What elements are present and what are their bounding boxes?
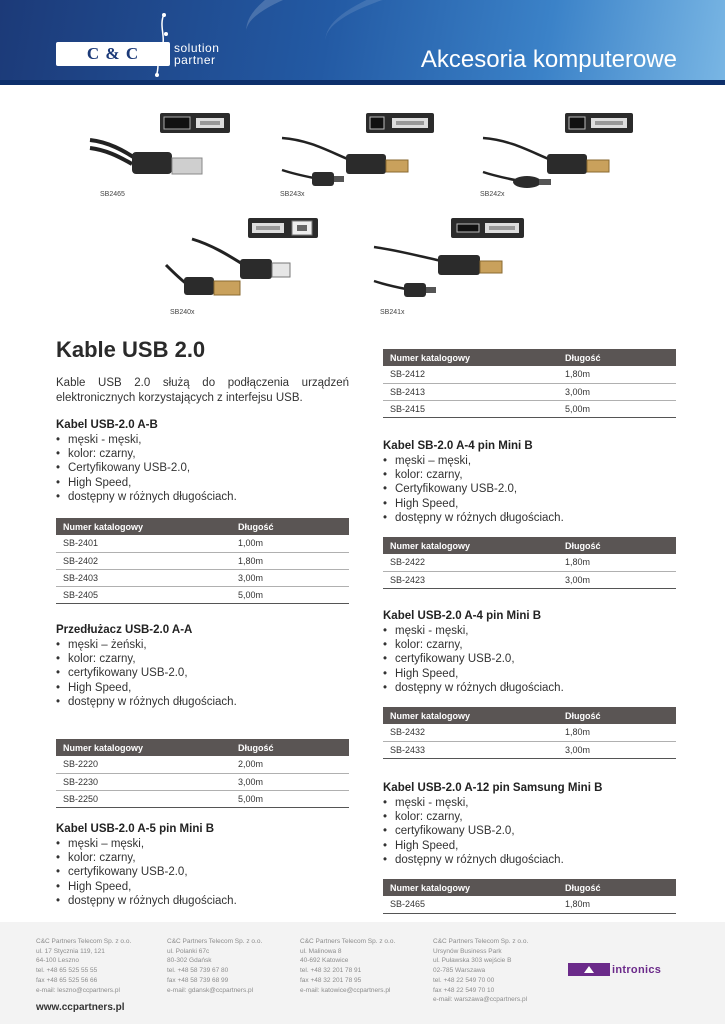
- footer-email[interactable]: e-mail: gdansk@ccpartners.pl: [167, 986, 254, 994]
- column-header: Numer katalogowy: [56, 518, 231, 535]
- feature-item: • męski - męski,: [383, 796, 564, 810]
- catalog-number: SB-2401: [56, 535, 231, 552]
- section-title: Kabel USB-2.0 A-4 pin Mini B: [383, 610, 542, 622]
- page-header: [0, 0, 725, 85]
- footer-line: 80-302 Gdańsk: [167, 957, 212, 965]
- column-header: Długość: [558, 349, 676, 366]
- catalog-number: SB-2422: [383, 554, 558, 571]
- section-title: Kabel USB-2.0 A-5 pin Mini B: [56, 823, 215, 835]
- footer-line: Ursynów Business Park: [433, 947, 502, 955]
- length: 3,00m: [231, 569, 349, 586]
- feature-item: • Certyfikowany USB-2.0,: [383, 482, 564, 496]
- table-row: [56, 586, 349, 603]
- connector-thumbnail: [451, 218, 524, 238]
- catalog-table: [383, 537, 676, 589]
- footer-line: C&C Partners Telecom Sp. z o.o.: [36, 938, 132, 945]
- feature-item: • męski – męski,: [383, 454, 564, 468]
- logo-tagline-line: solution: [174, 41, 220, 55]
- catalog-number: SB-2403: [56, 569, 231, 586]
- feature-list: [56, 638, 237, 709]
- feature-item: • High Speed,: [56, 476, 237, 490]
- footer-line: ul. Polanki 67c: [167, 947, 210, 955]
- table-header-row: [383, 537, 676, 554]
- length: 5,00m: [558, 400, 676, 417]
- table-row: [383, 741, 676, 758]
- catalog-number: SB-2250: [56, 790, 231, 807]
- footer-line: 64-100 Leszno: [36, 957, 80, 965]
- section-title: Przedłużacz USB-2.0 A-A: [56, 624, 193, 636]
- footer-address-gdansk: [167, 937, 262, 995]
- feature-item: • High Speed,: [56, 681, 237, 695]
- footer-line: 40-692 Katowice: [300, 957, 349, 965]
- column-header: Długość: [558, 879, 676, 896]
- length: 1,80m: [558, 366, 676, 383]
- feature-item: • kolor: czarny,: [383, 810, 564, 824]
- footer-line: tel. +48 32 201 78 91: [300, 967, 362, 975]
- product-code: SB243x: [280, 191, 305, 198]
- feature-item: • dostępny w różnych długościach.: [383, 853, 564, 867]
- column-header: Numer katalogowy: [383, 349, 558, 366]
- table-row: [383, 400, 676, 417]
- table-row: [383, 896, 676, 913]
- feature-item: • dostępny w różnych długościach.: [56, 894, 237, 908]
- table-row: [383, 724, 676, 741]
- footer-line: fax +48 58 739 68 99: [167, 976, 229, 984]
- connector-thumbnail: [248, 218, 318, 238]
- footer-email[interactable]: e-mail: warszawa@ccpartners.pl: [433, 996, 528, 1004]
- feature-item: • kolor: czarny,: [383, 638, 564, 652]
- partner-logo: [568, 963, 661, 976]
- header-stripe: [0, 80, 725, 85]
- column-header: Długość: [558, 707, 676, 724]
- usb-mini-b-cable-icon: [280, 132, 412, 194]
- column-header: Długość: [231, 739, 349, 756]
- section-title: Kabel USB-2.0 A-B: [56, 419, 158, 431]
- footer-email[interactable]: e-mail: leszno@ccpartners.pl: [36, 986, 120, 994]
- footer-line: fax +48 65 525 56 66: [36, 976, 98, 984]
- website-link[interactable]: www.ccpartners.pl: [36, 1002, 125, 1013]
- catalog-number: SB-2230: [56, 773, 231, 790]
- footer-line: C&C Partners Telecom Sp. z o.o.: [167, 938, 263, 945]
- length: 1,80m: [558, 724, 676, 741]
- table-row: [383, 554, 676, 571]
- catalog-number: SB-2432: [383, 724, 558, 741]
- column-header: Długość: [558, 537, 676, 554]
- connector-thumbnail: [160, 113, 230, 133]
- section-title: Kabel USB-2.0 A-12 pin Samsung Mini B: [383, 782, 603, 794]
- page-title: Kable USB 2.0: [56, 337, 206, 362]
- footer-line: ul. Puławska 303 wejście B: [433, 957, 512, 965]
- feature-list: [383, 454, 564, 525]
- feature-list: [383, 796, 564, 867]
- footer-line: tel. +48 22 549 70 00: [433, 976, 495, 984]
- feature-item: • męski – żeński,: [56, 638, 237, 652]
- feature-item: • kolor: czarny,: [56, 447, 237, 461]
- catalog-table: [383, 349, 676, 418]
- table-row: [56, 790, 349, 807]
- footer-line: ul. 17 Stycznia 119, 121: [36, 947, 105, 955]
- catalog-number: SB-2220: [56, 756, 231, 773]
- footer-email[interactable]: e-mail: katowice@ccpartners.pl: [300, 986, 391, 994]
- feature-item: • High Speed,: [383, 497, 564, 511]
- length: 3,00m: [558, 383, 676, 400]
- length: 3,00m: [231, 773, 349, 790]
- feature-item: • certyfikowany USB-2.0,: [56, 865, 237, 879]
- feature-item: • High Speed,: [383, 839, 564, 853]
- feature-list: [56, 837, 237, 908]
- length: 1,00m: [231, 535, 349, 552]
- footer-address-katowice: [300, 937, 395, 995]
- catalog-number: SB-2423: [383, 571, 558, 588]
- feature-item: • kolor: czarny,: [383, 468, 564, 482]
- catalog-number: SB-2402: [56, 552, 231, 569]
- length: 3,00m: [558, 741, 676, 758]
- catalog-number: SB-2405: [56, 586, 231, 603]
- table-row: [56, 569, 349, 586]
- catalog-number: SB-2465: [383, 896, 558, 913]
- column-header: Numer katalogowy: [383, 879, 558, 896]
- usb-a-b-cable-icon: [162, 237, 297, 307]
- logo-text: C & C: [86, 44, 140, 63]
- table-row: [383, 383, 676, 400]
- length: 1,80m: [558, 554, 676, 571]
- table-header-row: [383, 707, 676, 724]
- column-header: Numer katalogowy: [383, 537, 558, 554]
- table-row: [56, 552, 349, 569]
- catalog-table: [56, 518, 349, 604]
- column-header: Numer katalogowy: [383, 707, 558, 724]
- connector-thumbnail: [565, 113, 633, 133]
- length: 5,00m: [231, 586, 349, 603]
- feature-item: • dostępny w różnych długościach.: [383, 681, 564, 695]
- logo-tagline: [174, 42, 219, 66]
- feature-item: • kolor: czarny,: [56, 652, 237, 666]
- product-code: SB2465: [100, 191, 125, 198]
- logo-circuit-icon: [150, 12, 174, 78]
- footer-line: tel. +48 58 739 67 80: [167, 967, 229, 975]
- feature-item: • High Speed,: [56, 880, 237, 894]
- feature-item: • certyfikowany USB-2.0,: [383, 652, 564, 666]
- catalog-number: SB-2415: [383, 400, 558, 417]
- length: 2,00m: [231, 756, 349, 773]
- partner-logo-text: intronics: [612, 963, 662, 976]
- feature-item: • męski - męski,: [383, 624, 564, 638]
- length: 1,80m: [558, 896, 676, 913]
- table-header-row: [383, 879, 676, 896]
- length: 3,00m: [558, 571, 676, 588]
- table-row: [383, 366, 676, 383]
- usb-mini-b-4pin-cable-icon: [481, 132, 613, 194]
- feature-item: • kolor: czarny,: [56, 851, 237, 865]
- product-code: SB240x: [170, 309, 195, 316]
- table-header-row: [56, 739, 349, 756]
- feature-item: • dostępny w różnych długościach.: [383, 511, 564, 525]
- table-row: [56, 773, 349, 790]
- product-code: SB242x: [480, 191, 505, 198]
- intronics-logo-icon: [568, 963, 610, 976]
- footer-line: 02-785 Warszawa: [433, 967, 486, 975]
- feature-item: • High Speed,: [383, 667, 564, 681]
- logo-tagline-line: partner: [174, 53, 216, 67]
- feature-item: • męski - męski,: [56, 433, 237, 447]
- section-title: Kabel SB-2.0 A-4 pin Mini B: [383, 440, 533, 452]
- feature-item: • męski – męski,: [56, 837, 237, 851]
- table-header-row: [383, 349, 676, 366]
- column-header: Numer katalogowy: [56, 739, 231, 756]
- column-header: Długość: [231, 518, 349, 535]
- footer-line: C&C Partners Telecom Sp. z o.o.: [300, 938, 396, 945]
- feature-list: [383, 624, 564, 695]
- product-code: SB241x: [380, 309, 405, 316]
- catalog-number: SB-2412: [383, 366, 558, 383]
- footer-line: ul. Malinowa 8: [300, 947, 342, 955]
- catalog-number: SB-2413: [383, 383, 558, 400]
- table-row: [56, 535, 349, 552]
- catalog-table: [383, 879, 676, 914]
- length: 1,80m: [231, 552, 349, 569]
- table-row: [383, 571, 676, 588]
- catalog-table: [383, 707, 676, 759]
- footer-line: C&C Partners Telecom Sp. z o.o.: [433, 938, 529, 945]
- catalog-table: [56, 739, 349, 808]
- feature-item: • certyfikowany USB-2.0,: [383, 824, 564, 838]
- intro-paragraph: Kable USB 2.0 służą do podłączenia urządzeń elektronicznych korzystających z interfejsu USB.: [56, 377, 349, 404]
- catalog-number: SB-2433: [383, 741, 558, 758]
- table-header-row: [56, 518, 349, 535]
- footer-address-leszno: [36, 937, 131, 995]
- feature-item: • Certyfikowany USB-2.0,: [56, 461, 237, 475]
- usb-mini-b-5pin-cable-icon: [372, 243, 507, 305]
- length: 5,00m: [231, 790, 349, 807]
- table-row: [56, 756, 349, 773]
- feature-item: • certyfikowany USB-2.0,: [56, 666, 237, 680]
- page-category-title: Akcesoria komputerowe: [420, 46, 677, 73]
- footer-line: fax +48 32 201 78 95: [300, 976, 362, 984]
- usb-micro-b-cable-icon: [88, 132, 213, 190]
- feature-list: [56, 433, 237, 504]
- feature-item: • dostępny w różnych długościach.: [56, 695, 237, 709]
- footer-address-warszawa: [433, 937, 528, 1005]
- footer-line: fax +48 22 549 70 10: [433, 986, 495, 994]
- footer-line: tel. +48 65 525 55 55: [36, 967, 98, 975]
- connector-thumbnail: [366, 113, 434, 133]
- feature-item: • dostępny w różnych długościach.: [56, 490, 237, 504]
